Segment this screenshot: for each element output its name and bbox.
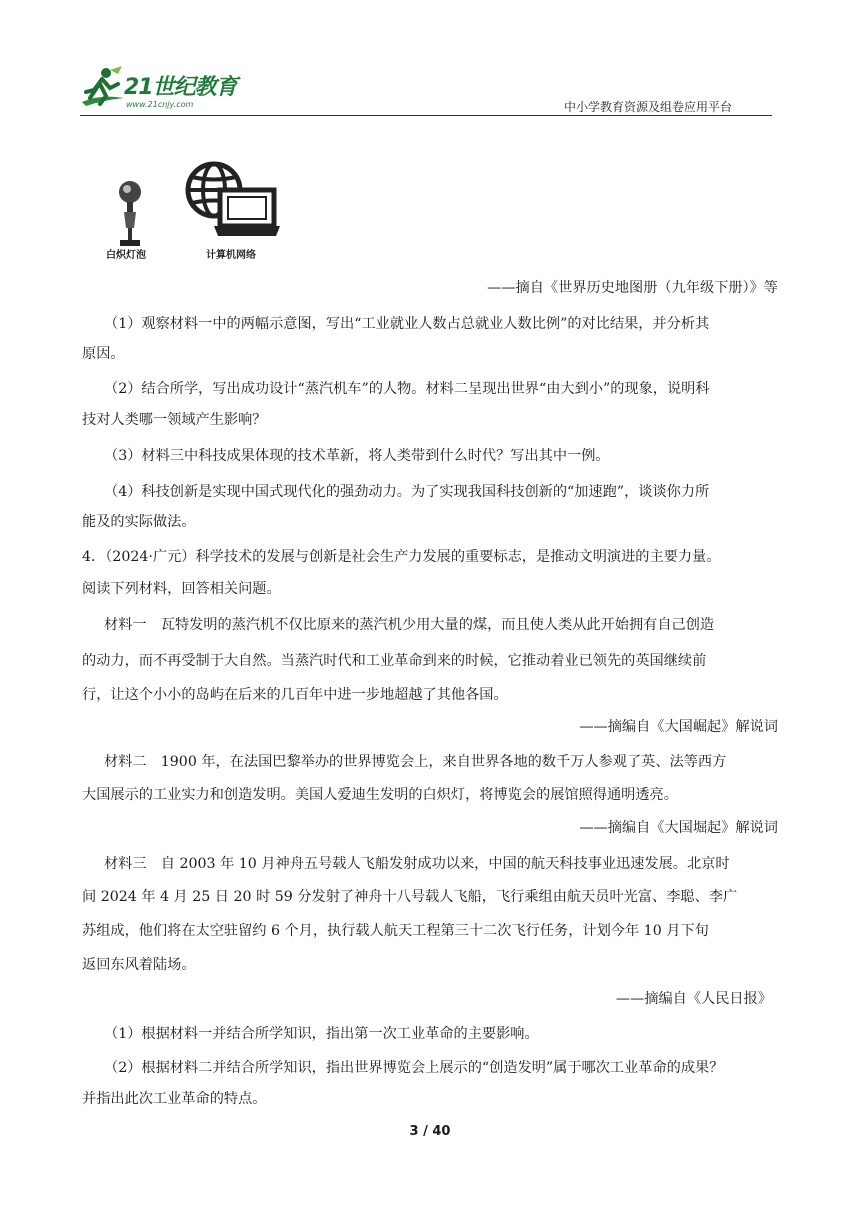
material2-source: ——摘编自《大国堀起》解说词 [579, 820, 778, 836]
material2-line2: 大国展示的工业实力和创造发明。美国人爱迪生发明的白炽灯，将博览会的展馆照得通明透亮。 [82, 787, 678, 803]
page-header [80, 64, 772, 118]
q4-stem-line2: 阅读下列材料，回答相关问题。 [82, 581, 281, 597]
bulb-label: 白炽灯泡 [106, 250, 146, 261]
q3-item2-line1: （2）结合所学，写出成功设计“蒸汽机车”的人物。材料二呈现出世界“由大到小”的现象，说明科 [104, 381, 710, 397]
q4-item2-line2: 并指出此次工业革命的特点。 [82, 1091, 267, 1107]
q4-item2-line1: （2）根据材料二并结合所学知识，指出世界博览会上展示的“创造发明”属于哪次工业革命的成果？ [104, 1060, 724, 1076]
q3-item1-line1: （1）观察材料一中的两幅示意图，写出“工业就业人数占总就业人数比例”的对比结果，并分析其 [104, 316, 710, 332]
material1-line1: 材料一 瓦特发明的蒸汽机不仅比原来的蒸汽机少用大量的煤，而且使人类从此开始拥有自己创造 [104, 617, 715, 633]
platform-title: 中小学教育资源及组卷应用平台 [563, 100, 732, 114]
q4-item1: （1）根据材料一并结合所学知识，指出第一次工业革命的主要影响。 [104, 1026, 539, 1042]
material3-line4: 返回东风着陆场。 [82, 957, 196, 973]
q3-item4-line2: 能及的实际做法。 [82, 514, 196, 530]
site-logo [80, 64, 250, 116]
material1-source: ——摘编自《大国崛起》解说词 [579, 719, 778, 735]
material1-line2: 的动力，而不再受制于大自然。当蒸汽时代和工业革命到来的时候，它推动着业已领先的英国继续前 [82, 653, 707, 669]
q3-item2-line2: 技对人类哪一领域产生影响？ [82, 412, 267, 428]
logo-url: www.21cnjy.com [126, 100, 194, 109]
material2-line1: 材料二 1900 年，在法国巴黎举办的世界博览会上，来自世界各地的数千万人参观了英、法等西方 [104, 754, 727, 770]
material3-line2: 间 2024 年 4 月 25 日 20 时 59 分发射了神舟十八号载人飞船，飞行乘组由航天员叶光富、李聪、李广 [82, 889, 738, 905]
page-number: 3 / 40 [409, 1124, 451, 1139]
material-figures [100, 158, 300, 261]
q3-item3: （3）材料三中科技成果体现的技术革新，将人类带到什么时代？写出其中一例。 [104, 448, 610, 464]
material3-line3: 苏组成，他们将在太空驻留约 6 个月，执行载人航天工程第三十二次飞行任务，计划今年 10 月下旬 [82, 923, 709, 939]
logo-text: 21世纪教育 [124, 75, 237, 100]
q3-item4-line1: （4）科技创新是实现中国式现代化的强劲动力。为了实现我国科技创新的“加速跑”，谈谈你力所 [104, 484, 710, 500]
runner-logo-icon [80, 64, 128, 108]
material1-line3: 行，让这个小小的岛屿在后来的几百年中进一步地超越了其他各国。 [82, 687, 508, 703]
computer-network-icon [184, 160, 284, 244]
light-bulb-icon [112, 178, 152, 250]
material3-line1: 材料三 自 2003 年 10 月神舟五号载人飞船发射成功以来，中国的航天科技事业迅速发展。北京时 [104, 856, 730, 872]
q3-item1-line2: 原因。 [82, 346, 125, 362]
material3-source: ——摘编自《人民日报》 [615, 991, 772, 1007]
source-citation: ——摘自《世界历史地图册（九年级下册）》等 [487, 280, 778, 296]
computer-network-label: 计算机网络 [206, 250, 256, 261]
q4-stem-line1: 4．（2024·广元）科学技术的发展与创新是社会生产力发展的重要标志，是推动文明演进的主要力量。 [82, 549, 721, 565]
header-divider [80, 115, 772, 116]
